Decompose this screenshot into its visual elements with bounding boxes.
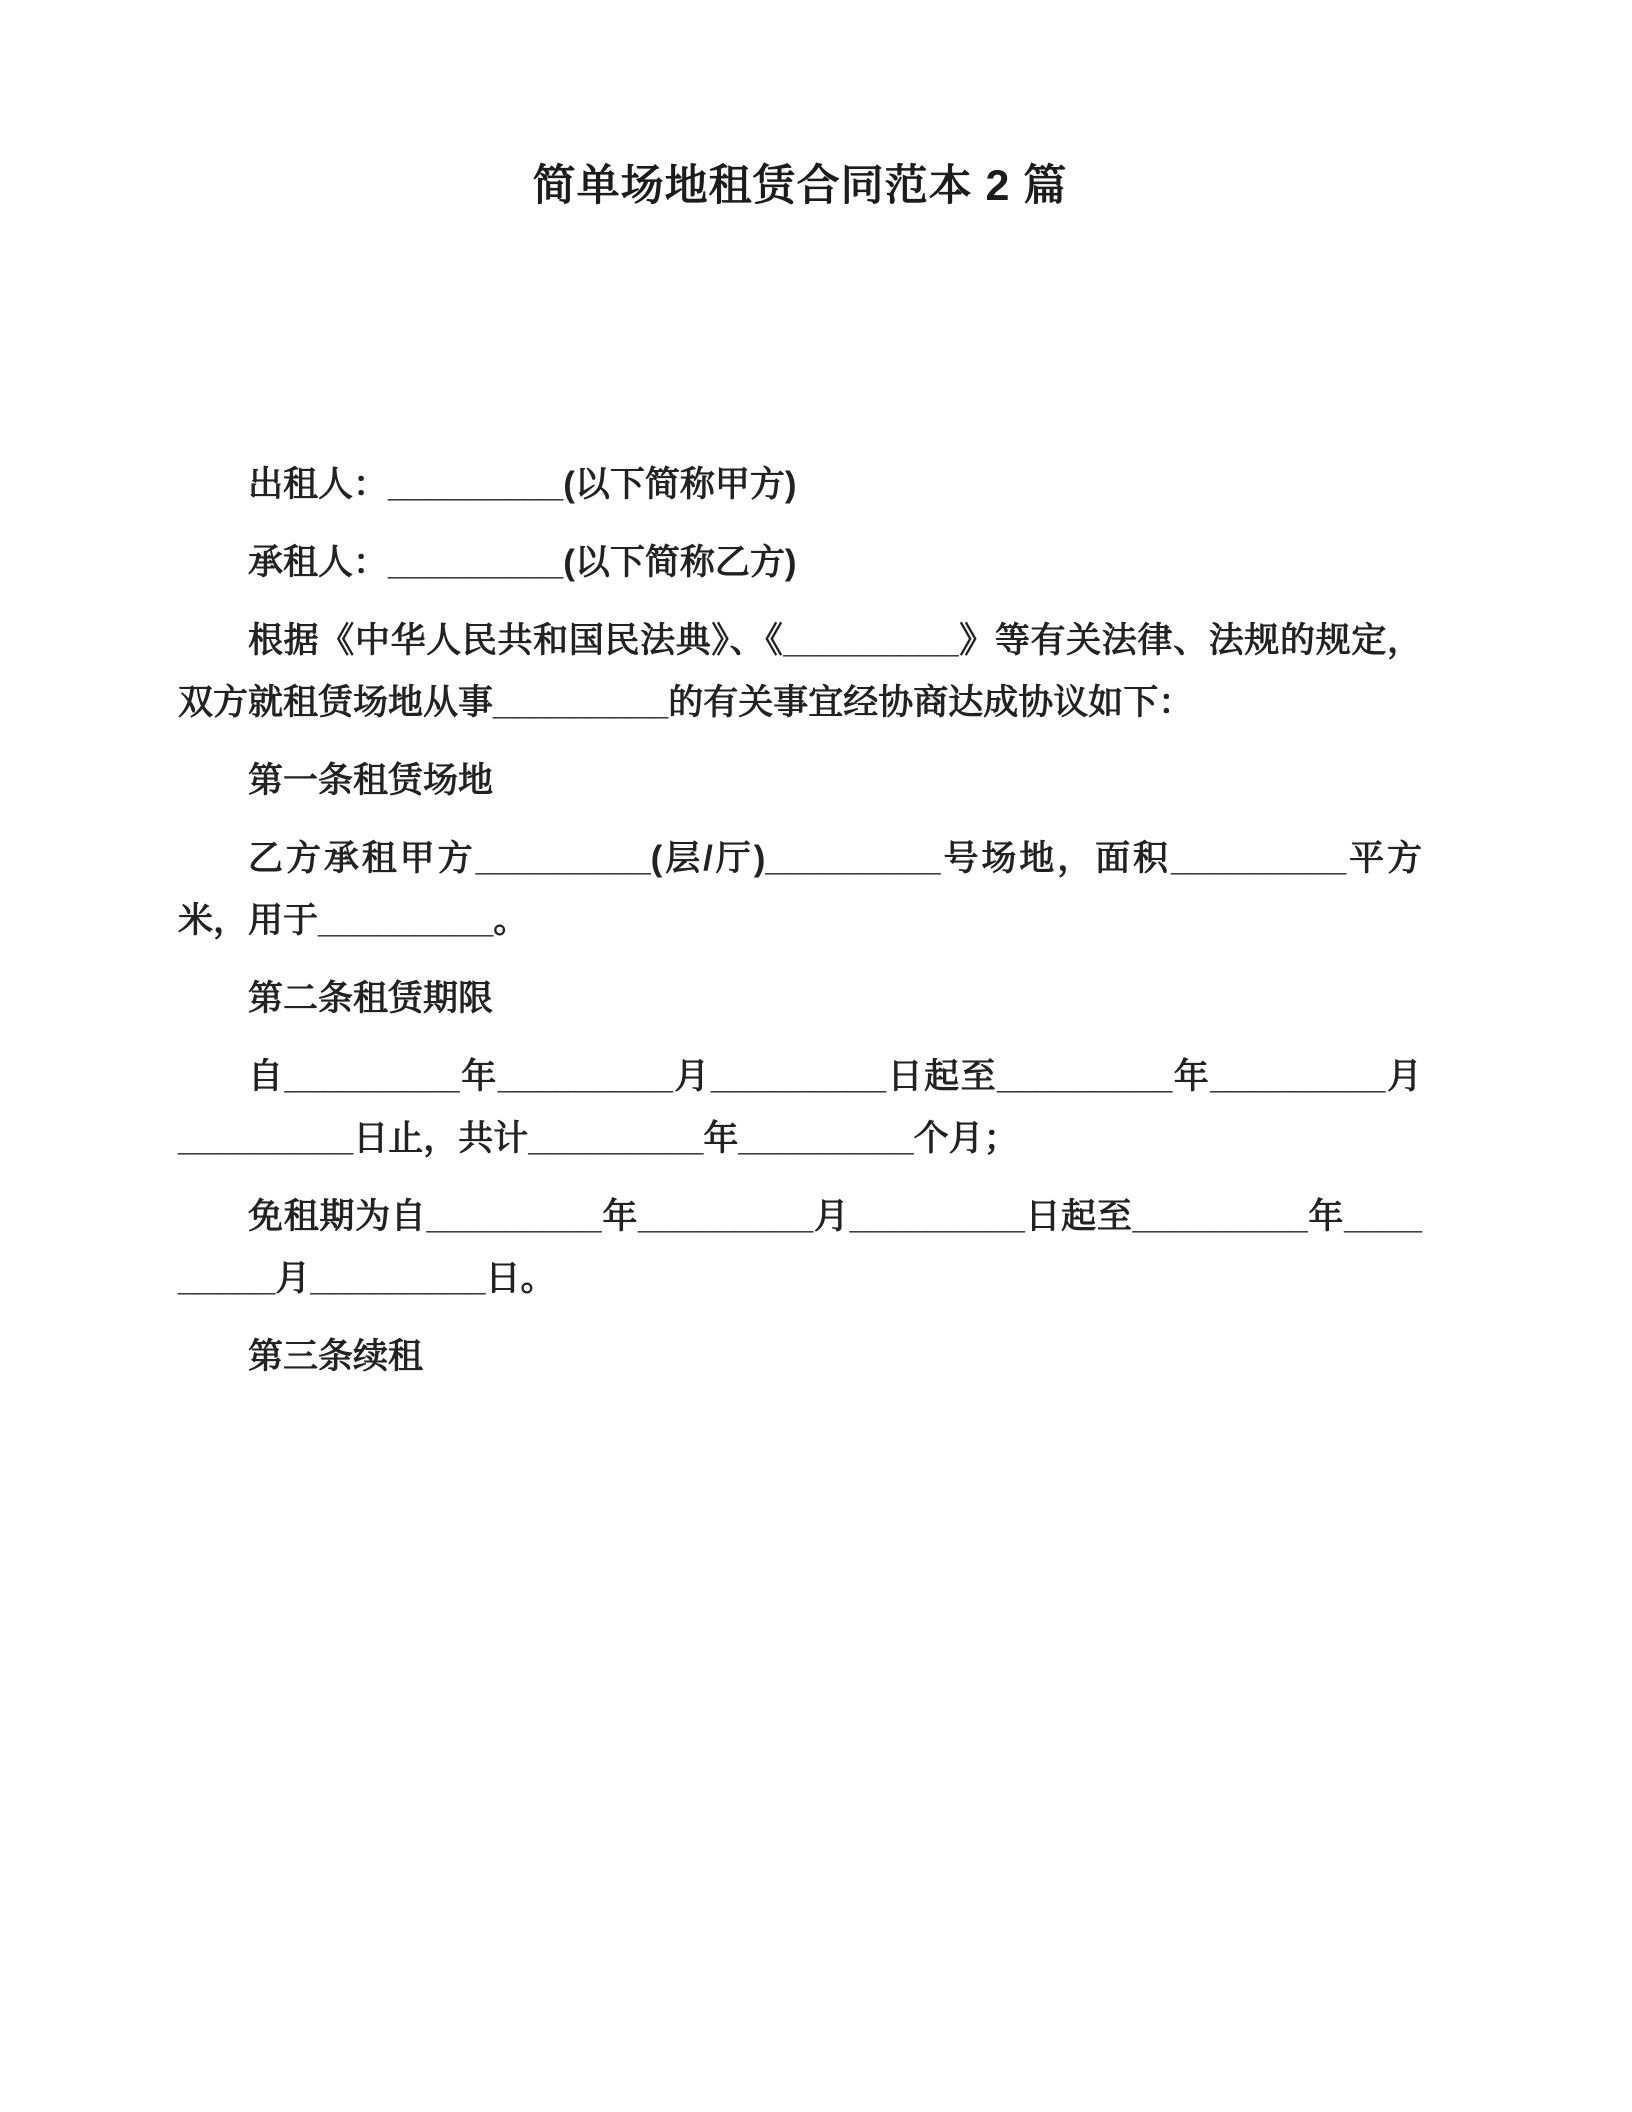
clause-1-heading: 第一条租赁场地: [248, 761, 494, 800]
clause-1-body: 乙方承租甲方_________(层/厅)_________号场地，面积_________平方米，用于_________。: [178, 839, 1422, 940]
paragraph-legal-basis: 根据《中华人民共和国民法典》、《_________》等有关法律、法规的规定，双方就租赁场地从事_________的有关事宜经协商达成协议如下：: [178, 621, 1422, 722]
paragraph-lessee: 承租人：_________(以下简称乙方): [248, 543, 797, 582]
clause-3-heading: 第三条续租: [248, 1337, 424, 1376]
clause-2-body-term: 自_________年_________月_________日起至_________年_________月_________日止，共计_________年_________个月；: [178, 1057, 1422, 1158]
document-title: 简单场地租赁合同范本 2 篇: [532, 162, 1068, 210]
paragraph-lessor: 出租人：_________(以下简称甲方): [248, 465, 797, 504]
clause-2-body-rent-free-period: 免租期为自_________年_________月_________日起至_________年_________月_________日。: [178, 1197, 1422, 1298]
clause-2-heading: 第二条租赁期限: [248, 979, 494, 1018]
